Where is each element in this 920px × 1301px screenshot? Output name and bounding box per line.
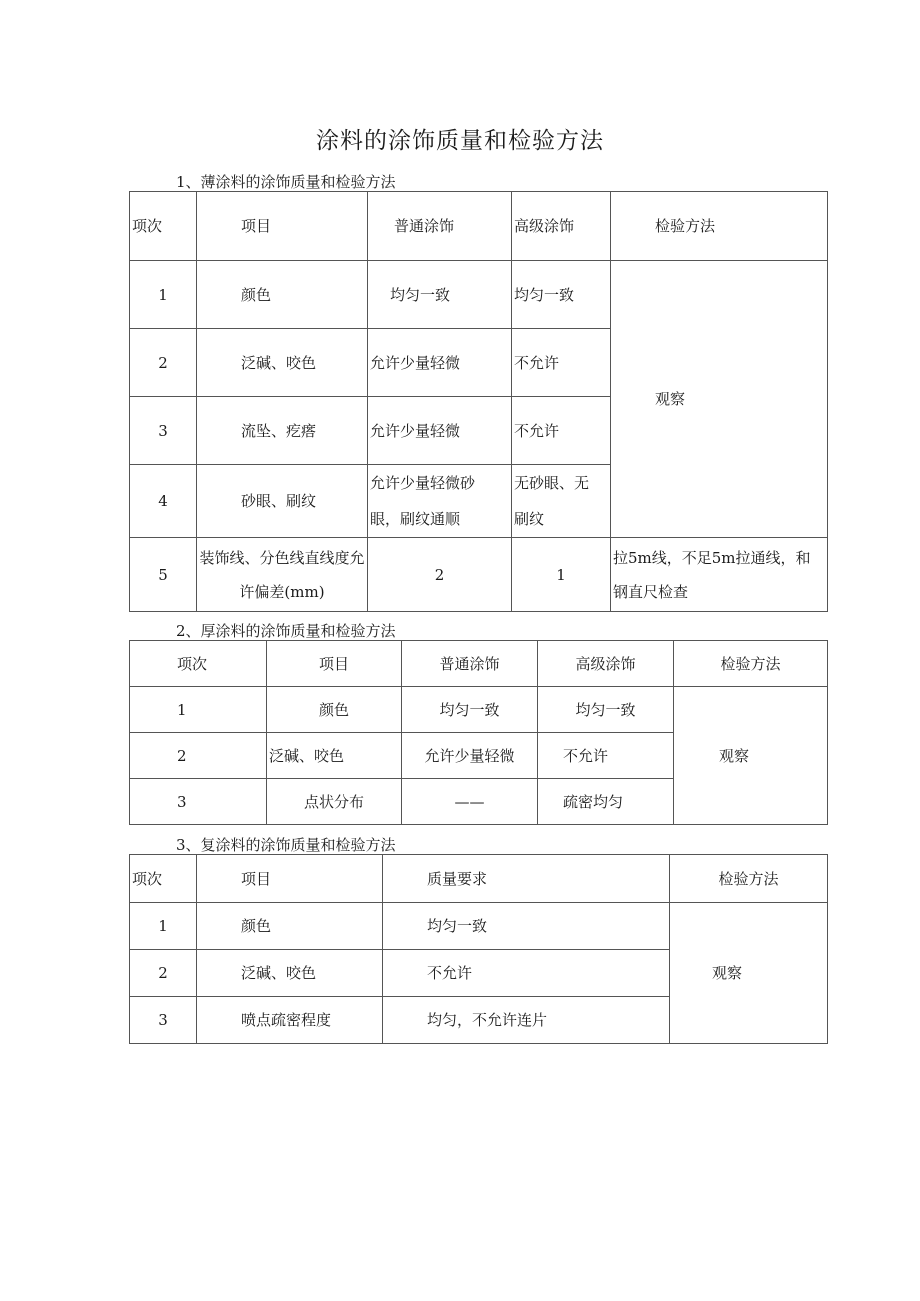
cell-no: 3 (130, 397, 197, 465)
cell-item: 流坠、疙瘩 (197, 397, 368, 465)
cell-method-merged: 观察 (611, 261, 828, 538)
header-normal: 普通涂饰 (402, 641, 538, 687)
cell-no: 2 (130, 950, 197, 997)
cell-req: 均匀一致 (383, 903, 670, 950)
cell-no: 1 (130, 687, 267, 733)
table-row (130, 687, 828, 733)
cell-no: 1 (130, 261, 197, 329)
cell-item: 颜色 (197, 261, 368, 329)
cell-no: 4 (130, 465, 197, 538)
header-item: 项目 (267, 641, 402, 687)
cell-item: 装饰线、分色线直线度允许偏差(mm) (197, 538, 368, 612)
cell-advanced: 1 (512, 538, 611, 612)
cell-no: 2 (130, 329, 197, 397)
cell-item: 泛碱、咬色 (197, 329, 368, 397)
cell-normal: 允许少量轻微 (368, 329, 512, 397)
cell-method: 拉5m线，不足5m拉通线，和钢直尺检查 (611, 538, 828, 612)
cell-normal: 均匀一致 (402, 687, 538, 733)
table-row (130, 538, 828, 612)
cell-no: 1 (130, 903, 197, 950)
cell-normal: 均匀一致 (368, 261, 512, 329)
cell-no: 2 (130, 733, 267, 779)
table-row (130, 903, 828, 950)
header-req: 质量要求 (383, 855, 670, 903)
cell-no: 5 (130, 538, 197, 612)
header-advanced: 高级涂饰 (538, 641, 674, 687)
header-no: 项次 (130, 855, 197, 903)
header-method: 检验方法 (674, 641, 828, 687)
cell-item: 喷点疏密程度 (197, 997, 383, 1044)
cell-no: 3 (130, 779, 267, 825)
page-title: 涂料的涂饰质量和检验方法 (316, 128, 604, 154)
header-method: 检验方法 (670, 855, 828, 903)
cell-advanced: 均匀一致 (538, 687, 674, 733)
section-2-heading: 2、厚涂料的涂饰质量和检验方法 (176, 622, 396, 640)
cell-item: 颜色 (267, 687, 402, 733)
header-advanced: 高级涂饰 (512, 192, 611, 261)
multi-coating-table (129, 854, 828, 1044)
cell-no: 3 (130, 997, 197, 1044)
header-normal: 普通涂饰 (368, 192, 512, 261)
cell-normal: 2 (368, 538, 512, 612)
cell-item: 点状分布 (267, 779, 402, 825)
table-header-row (130, 192, 828, 261)
table-row (130, 261, 828, 329)
cell-item: 砂眼、刷纹 (197, 465, 368, 538)
cell-item: 泛碱、咬色 (197, 950, 383, 997)
cell-normal: 允许少量轻微 (402, 733, 538, 779)
cell-advanced: 不允许 (512, 397, 611, 465)
cell-req: 不允许 (383, 950, 670, 997)
cell-method-merged: 观察 (670, 903, 828, 1044)
header-no: 项次 (130, 641, 267, 687)
section-1-heading: 1、薄涂料的涂饰质量和检验方法 (176, 173, 396, 191)
cell-method-merged: 观察 (674, 687, 828, 825)
cell-advanced: 无砂眼、无刷纹 (512, 465, 611, 538)
table-header-row (130, 855, 828, 903)
thick-coating-table (129, 640, 828, 825)
cell-req: 均匀，不允许连片 (383, 997, 670, 1044)
cell-normal: 允许少量轻微 (368, 397, 512, 465)
thin-coating-table (129, 191, 828, 612)
cell-item: 泛碱、咬色 (267, 733, 402, 779)
header-method: 检验方法 (611, 192, 828, 261)
cell-advanced: 均匀一致 (512, 261, 611, 329)
cell-item: 颜色 (197, 903, 383, 950)
cell-normal: —— (402, 779, 538, 825)
cell-advanced: 疏密均匀 (538, 779, 674, 825)
table-header-row (130, 641, 828, 687)
header-item: 项目 (197, 192, 368, 261)
cell-advanced: 不允许 (538, 733, 674, 779)
header-item: 项目 (197, 855, 383, 903)
cell-normal: 允许少量轻微砂眼，刷纹通顺 (368, 465, 512, 538)
cell-advanced: 不允许 (512, 329, 611, 397)
header-no: 项次 (130, 192, 197, 261)
section-3-heading: 3、复涂料的涂饰质量和检验方法 (176, 836, 396, 854)
